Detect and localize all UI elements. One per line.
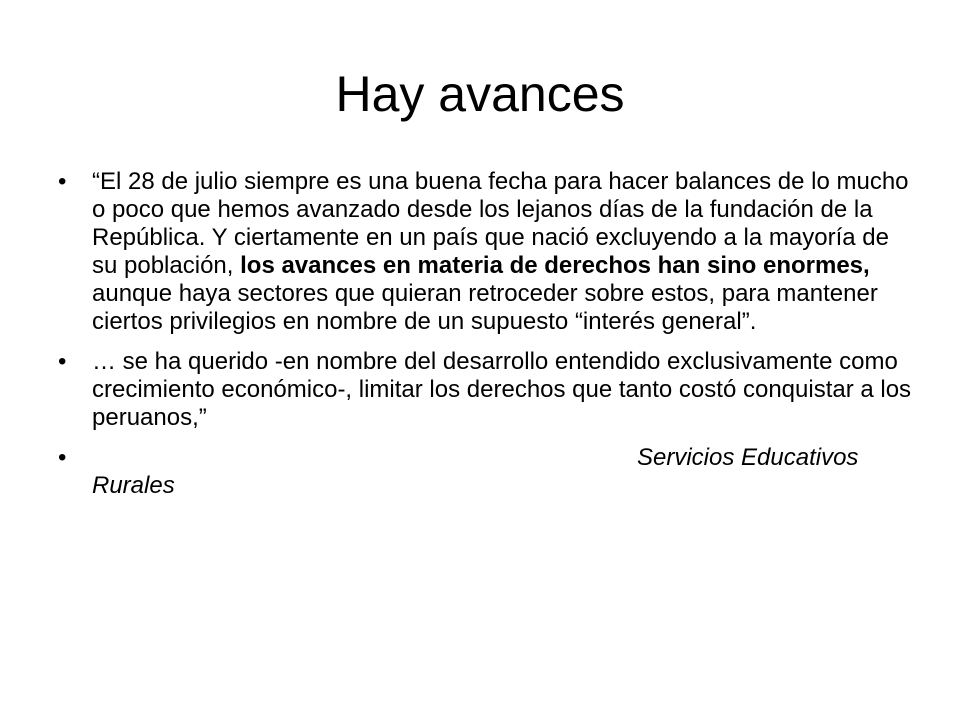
bullet-list — [58, 168, 918, 512]
continuation-text: … se ha querido -en nombre del desarrollo entendido exclusivamente como crecimiento económico-, limitar los derechos que tanto costó conquistar a los peruanos,” — [92, 348, 912, 431]
bullet-item-continuation — [58, 348, 918, 432]
quote-text-end: aunque haya sectores que quieran retroceder sobre estos, para mantener ciertos privilegios en nombre de un supuesto “interés general”. — [92, 280, 878, 335]
quote-text-bold: los avances en materia de derechos han sino enormes, — [240, 252, 870, 279]
bullet-dot-icon: • — [58, 444, 67, 471]
source-attribution: Servicios Educativos Rurales — [92, 444, 859, 499]
bullet-dot-icon: • — [58, 348, 67, 375]
slide-title: Hay avances — [335, 66, 625, 122]
bullet-dot-icon: • — [58, 168, 67, 195]
bullet-item-source — [58, 444, 918, 500]
bullet-item-quote — [58, 168, 918, 336]
quote-text-start: “El 28 de julio siempre es una buena fecha para hacer balances de lo mucho o poco que hemos avanzado desde los lejanos días de la fundación de la República. Y ciertamente en un país que nació excluyendo a la mayoría de su población, — [92, 168, 909, 279]
